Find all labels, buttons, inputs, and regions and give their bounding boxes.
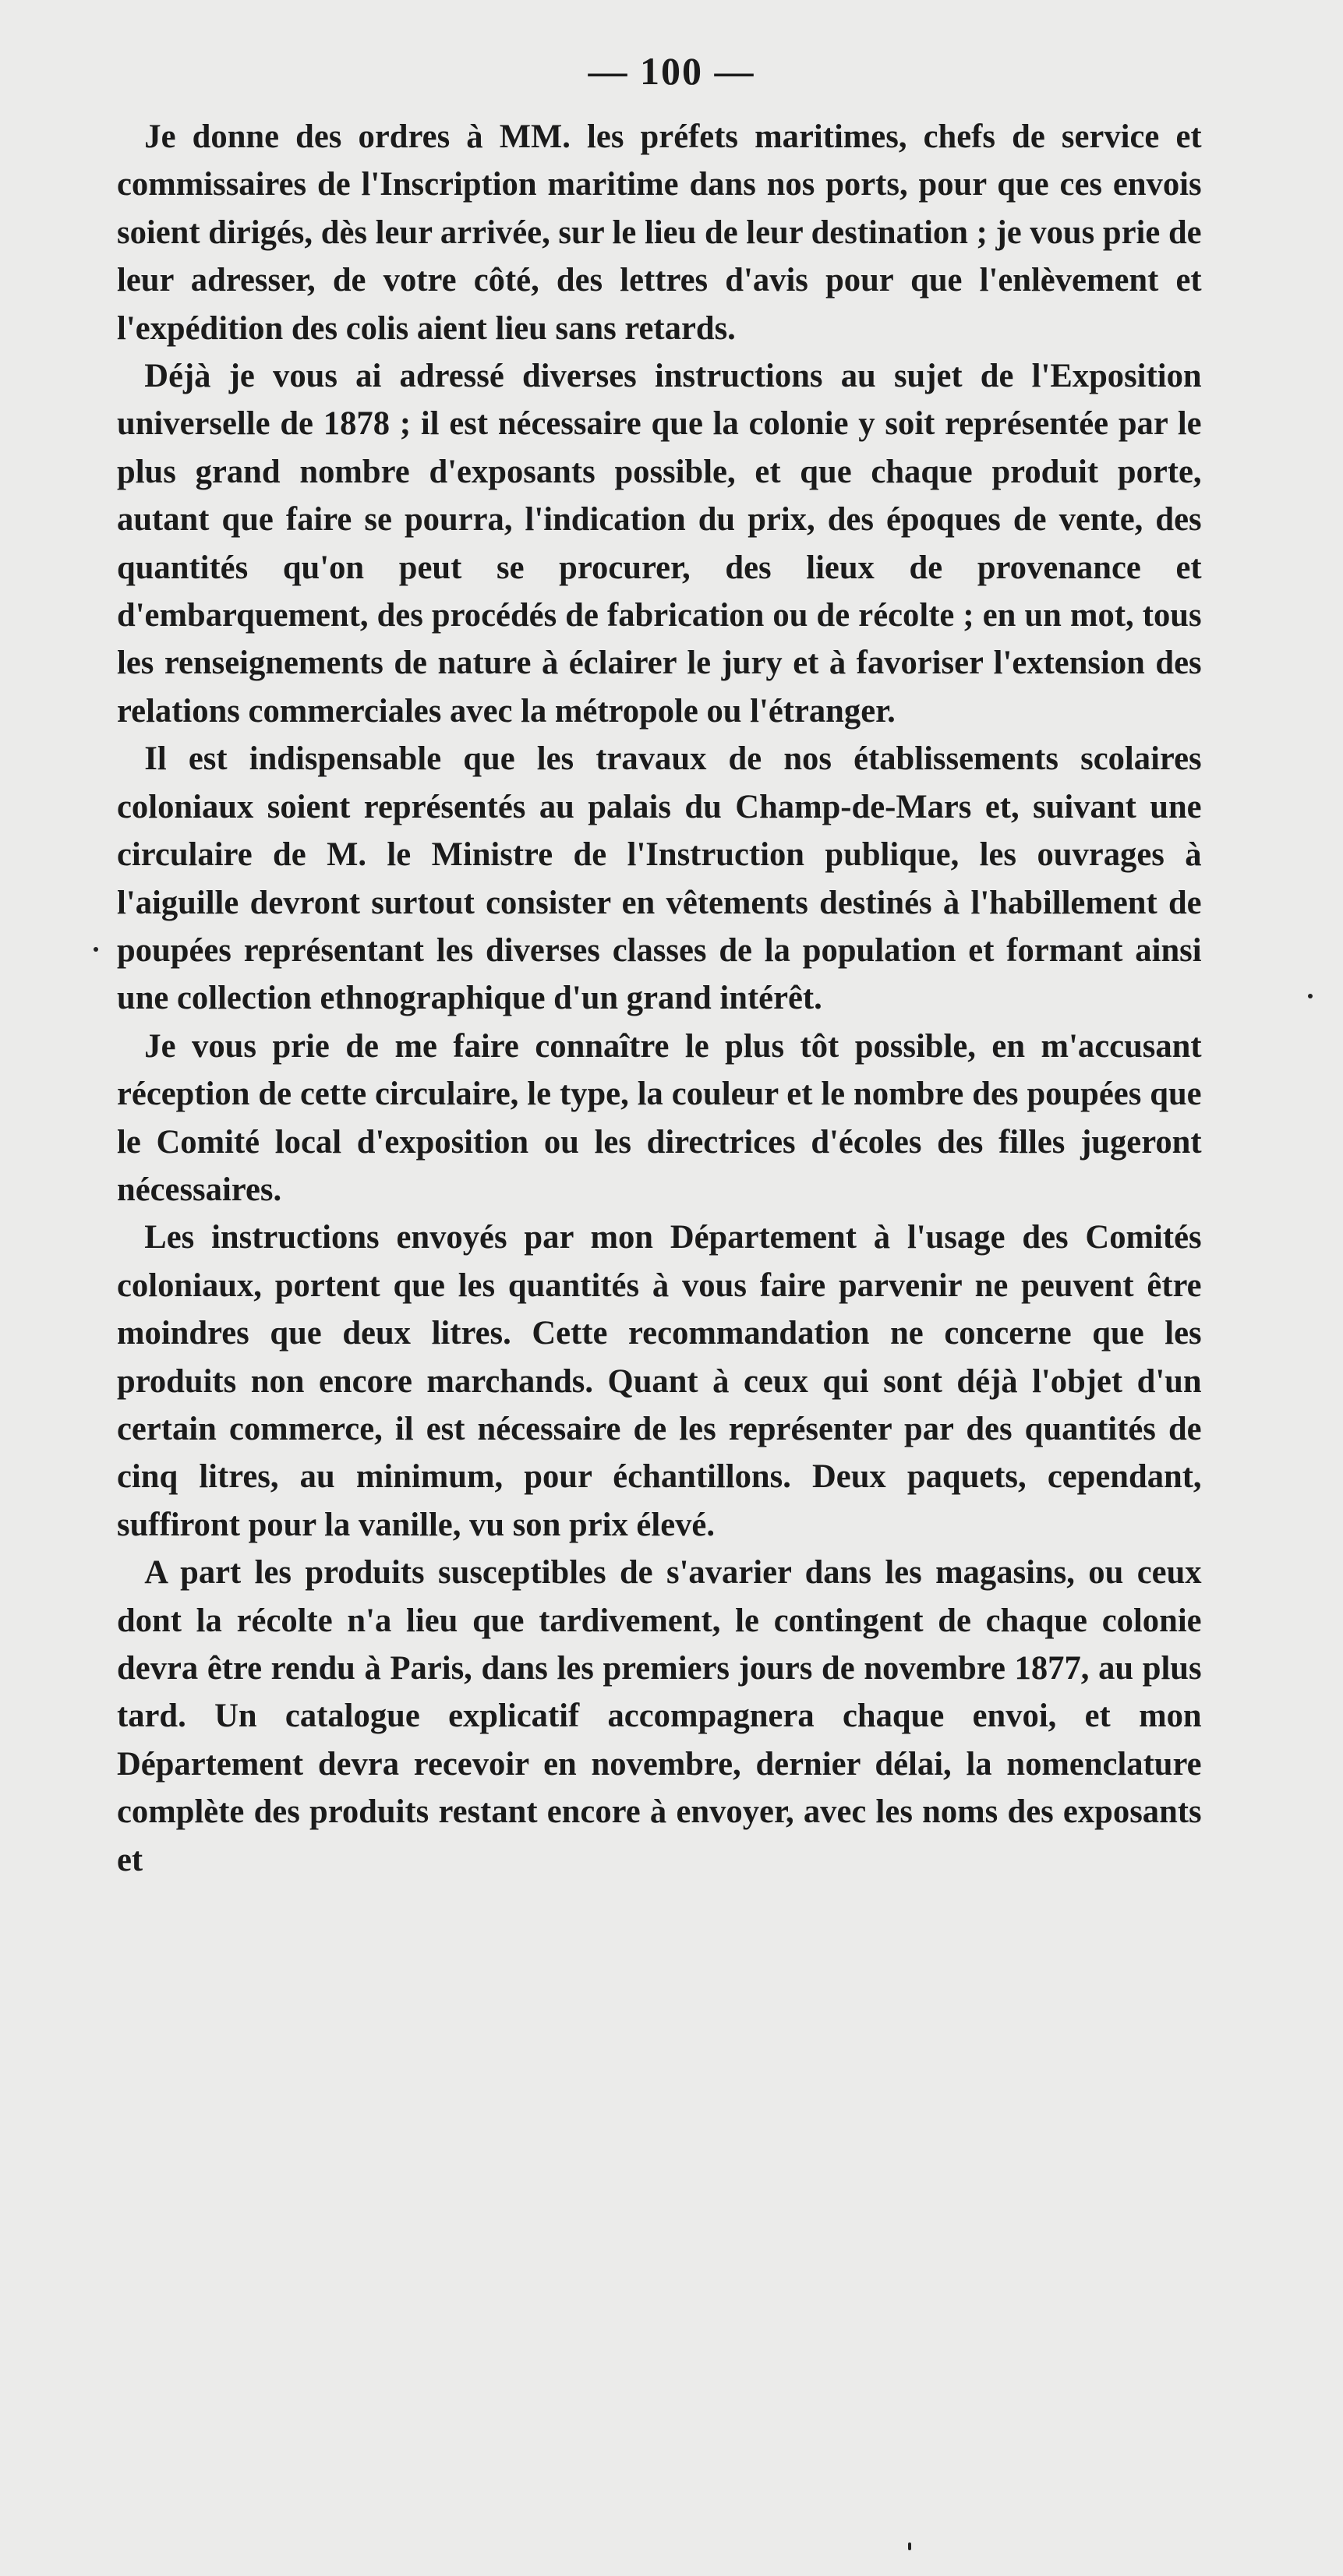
- paragraph-6: A part les produits susceptibles de s'avarier dans les magasins, ou ceux dont la récolte n'a lieu que tardivement, le contingent de chaque colonie devra être rendu à Paris, dans les premiers jours de novembre 1877, au plus tard. Un catalogue explicatif accompagnera chaque envoi, et mon Département devra recevoir en novembre, dernier délai, la nomenclature complète des produits restant encore à envoyer, avec les noms des exposants et: [117, 1553, 1202, 1878]
- paragraph-4: Je vous prie de me faire connaître le plus tôt possible, en m'accusant réception de cette circulaire, le type, la couleur et le nombre des poupées que le Comité local d'exposition ou les directrices d'écoles des filles jugeront nécessaires.: [117, 1027, 1202, 1208]
- paragraph-3: Il est indispensable que les travaux de nos établissements scolaires coloniaux soient représentés au palais du Champ-de-Mars et, suivant une circulaire de M. le Ministre de l'Instruction publique, les ouvrages à l'aiguille devront surtout consister en vêtements destinés à l'habillement de poupées représentant les diverses classes de la population et formant ainsi une collection ethnographique d'un grand intérêt.: [117, 740, 1202, 1017]
- page-number: — 100 —: [588, 49, 755, 93]
- margin-mark: [908, 2542, 911, 2550]
- body-text: [117, 113, 1224, 1884]
- margin-mark: [1308, 994, 1313, 998]
- paragraph-1: Je donne des ordres à MM. les préfets maritimes, chefs de service et commissaires de l'Inscription maritime dans nos ports, pour que ces envois soient dirigés, dès leur arrivée, sur le lieu de leur destination ; je vous prie de leur adresser, de votre côté, des lettres d'avis pour que l'enlèvement et l'expédition des colis aient lieu sans retards.: [117, 118, 1202, 347]
- paragraph-2: Déjà je vous ai adressé diverses instructions au sujet de l'Exposition universelle de 1878 ; il est nécessaire que la colonie y soit représentée par le plus grand nombre d'exposants possible, et que chaque produit porte, autant que faire se pourra, l'indication du prix, des époques de vente, des quantités qu'on peut se procurer, des lieux de provenance et d'embarquement, des procédés de fabrication ou de récolte ; en un mot, tous les renseignements de nature à éclairer le jury et à favoriser l'extension des relations commerciales avec la métropole ou l'étranger.: [117, 357, 1202, 730]
- paragraph-5: Les instructions envoyés par mon Département à l'usage des Comités coloniaux, portent que les quantités à vous faire parvenir ne peuvent être moindres que deux litres. Cette recommandation ne concerne que les produits non encore marchands. Quant à ceux qui sont déjà l'objet d'un certain commerce, il est nécessaire de les représenter par des quantités de cinq litres, au minimum, pour échantillons. Deux paquets, cependant, suffiront pour la vanille, vu son prix élevé.: [117, 1218, 1202, 1543]
- margin-mark: [94, 947, 98, 952]
